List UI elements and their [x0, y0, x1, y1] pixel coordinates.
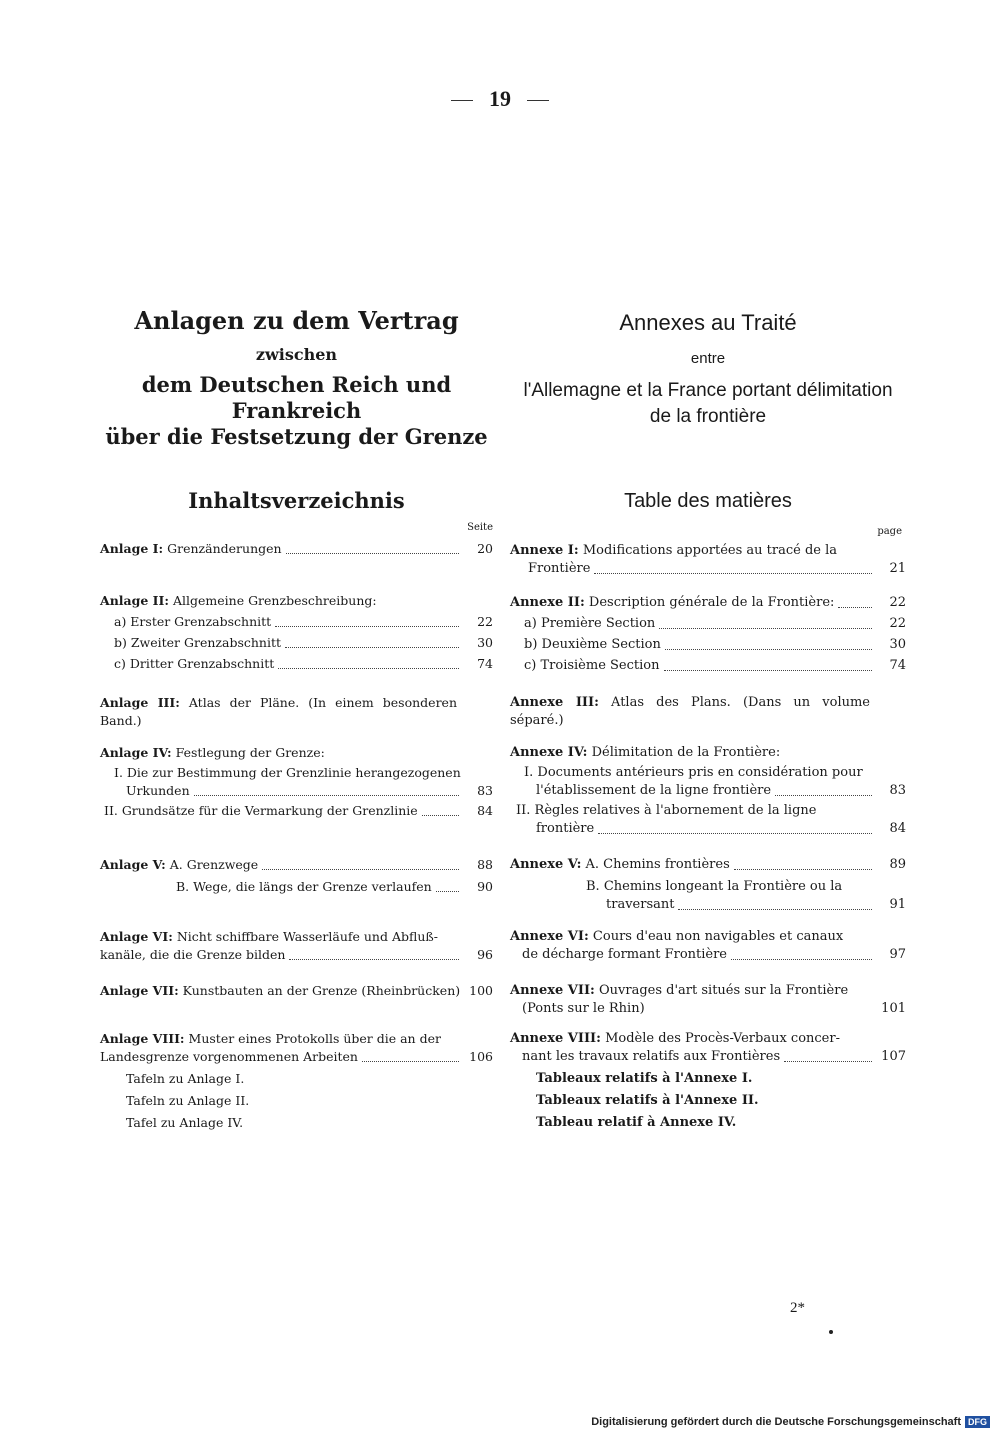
german-a6-page: 96 [477, 947, 493, 962]
french-a6-text1: Cours d'eau non navigables et canaux [592, 929, 844, 944]
german-line1: dem Deutschen Reich und Frankreich [141, 372, 452, 423]
french-title: Annexes au Traité [619, 310, 797, 335]
french-a2a-text: a) Première Section [524, 616, 656, 631]
german-a4-text: Festlegung der Grenze: [175, 745, 325, 760]
french-tableau-3: Tableau relatif à Annexe IV. [536, 1115, 737, 1130]
french-a8-text2: nant les travaux relatifs aux Frontières [522, 1049, 781, 1064]
german-tafel-2: Tafeln zu Anlage II. [126, 1093, 250, 1108]
german-a5-label: Anlage V: [100, 857, 166, 872]
french-entry-4 [510, 744, 906, 838]
page-number [0, 86, 1000, 112]
french-a2b-page: 30 [889, 637, 906, 652]
german-a4i-page: 83 [477, 783, 493, 798]
dash-left [451, 100, 473, 101]
french-a5b-text2: traversant [606, 897, 675, 912]
french-a4ii-page: 84 [889, 821, 906, 836]
german-tafel-3: Tafel zu Anlage IV. [126, 1115, 244, 1130]
french-entry-5 [510, 856, 906, 914]
french-a7-page: 101 [881, 1001, 906, 1016]
french-between: entre [690, 350, 726, 367]
french-a7-text1: Ouvrages d'art situés sur la Frontière [599, 983, 849, 998]
german-a5b-page: 90 [477, 879, 493, 894]
signature-mark: 2* [790, 1300, 805, 1316]
german-a4i-text1: I. Die zur Bestimmung der Grenzlinie herangezogenen [114, 765, 461, 780]
german-toc-title: Inhaltsverzeichnis [188, 488, 405, 513]
german-a2c-page: 74 [477, 656, 493, 671]
german-a2b-page: 30 [477, 635, 493, 650]
french-column [510, 308, 906, 430]
german-a5a-text: A. Grenzwege [169, 857, 259, 872]
german-title: Anlagen zu dem Vertrag [134, 306, 459, 335]
german-a4ii-page: 84 [477, 803, 493, 818]
german-a4ii-text: II. Grundsätze für die Vermarkung der Grenzlinie [104, 803, 418, 818]
german-toc [100, 488, 493, 1148]
german-a5a-page: 88 [477, 857, 493, 872]
french-entry-8 [510, 1030, 906, 1132]
german-a1-page: 20 [477, 541, 493, 556]
french-entry-7 [510, 982, 906, 1018]
german-a4i-text2: Urkunden [126, 783, 190, 798]
german-a2-text: Allgemeine Grenzbeschreibung: [172, 593, 377, 608]
french-a8-label: Annexe VIII: [510, 1031, 601, 1046]
german-entry-4 [100, 744, 493, 820]
german-a6-label: Anlage VI: [100, 929, 173, 944]
german-column [100, 306, 493, 450]
french-a5-label: Annexe V: [510, 857, 582, 872]
french-a7-text2: (Ponts sur le Rhin) [522, 1001, 645, 1016]
german-a7-page: 100 [469, 983, 493, 998]
ink-dot [829, 1330, 833, 1334]
german-between: zwischen [255, 345, 338, 364]
french-entry-2 [510, 594, 906, 675]
french-a5a-page: 89 [889, 857, 906, 872]
french-page-col-head: page [877, 526, 902, 537]
german-entry-6 [100, 928, 493, 964]
german-a4-label: Anlage IV: [100, 745, 172, 760]
german-entry-2 [100, 592, 493, 673]
french-a8-page: 107 [881, 1049, 906, 1064]
french-toc [510, 490, 906, 1150]
french-a2-text: Description générale de la Frontière: [588, 595, 835, 610]
french-a3-label: Annexe III: [510, 695, 599, 710]
german-entry-5 [100, 856, 493, 896]
french-a2b-text: b) Deuxième Section [524, 637, 661, 652]
german-a2b-text: b) Zweiter Grenzabschnitt [114, 635, 282, 650]
french-a2-label: Annexe II: [510, 595, 585, 610]
german-entry-1 [100, 540, 493, 558]
french-entry-1 [510, 542, 906, 578]
french-a1-label: Annexe I: [510, 543, 579, 558]
german-a1-text: Grenzänderungen [167, 541, 282, 556]
german-a5b-text: B. Wege, die längs der Grenze verlaufen [176, 879, 432, 894]
french-a4-text: Délimitation de la Frontière: [591, 745, 781, 760]
dfg-footer [591, 1416, 990, 1428]
french-a7-label: Annexe VII: [510, 983, 595, 998]
french-line1: l'Allemagne et la France portant délimitation [523, 380, 893, 401]
german-a2a-page: 22 [477, 614, 493, 629]
german-a8-text2: Landesgrenze vorgenommenen Arbeiten [100, 1049, 358, 1064]
french-tableau-2: Tableaux relatifs à l'Annexe II. [536, 1093, 759, 1108]
french-line2: de la frontière [649, 406, 767, 427]
german-tafel-1: Tafeln zu Anlage I. [126, 1071, 245, 1086]
french-a1-text2: Frontière [528, 561, 591, 576]
french-a2a-page: 22 [889, 616, 906, 631]
german-a3-text: Atlas der Pläne. (In einem besonderen Band.) [100, 695, 457, 728]
french-a6-label: Annexe VI: [510, 929, 589, 944]
german-a3-label: Anlage III: [100, 695, 180, 710]
french-a4-label: Annexe IV: [510, 745, 588, 760]
french-a6-page: 97 [889, 947, 906, 962]
french-tableau-1: Tableaux relatifs à l'Annexe I. [536, 1071, 753, 1086]
french-a2c-page: 74 [889, 658, 906, 673]
french-a5a-text: A. Chemins frontières [585, 857, 730, 872]
french-entry-3 [510, 694, 906, 730]
french-a3-text: Atlas des Plans. (Dans un volume séparé.) [510, 695, 870, 728]
french-a4i-page: 83 [889, 783, 906, 798]
page-number-text: 19 [489, 86, 511, 111]
german-a6-text2: kanäle, die die Grenze bilden [100, 947, 286, 962]
german-a2c-text: c) Dritter Grenzabschnitt [114, 656, 275, 671]
dfg-footer-text: Digitalisierung gefördert durch die Deutsche Forschungsgemeinschaft [591, 1416, 961, 1428]
german-a2a-text: a) Erster Grenzabschnitt [114, 614, 272, 629]
french-entry-6 [510, 928, 906, 964]
french-a1-page: 21 [889, 561, 906, 576]
german-a8-label: Anlage VIII: [100, 1031, 185, 1046]
german-a2-label: Anlage II: [100, 593, 169, 608]
german-page-col-head: Seite [467, 522, 493, 533]
french-a5b-page: 91 [889, 897, 906, 912]
french-a4i-text2: l'établissement de la ligne frontière [536, 783, 772, 798]
french-a4ii-text1: II. Règles relatives à l'abornement de la ligne [516, 803, 817, 818]
german-a6-text1: Nicht schiffbare Wasserläufe und Abfluß- [176, 929, 438, 944]
french-a2c-text: c) Troisième Section [524, 658, 660, 673]
german-a7-text: Kunstbauten an der Grenze (Rheinbrücken) [182, 983, 461, 998]
german-a8-text1: Muster eines Protokolls über die an der [188, 1031, 441, 1046]
german-line2: über die Festsetzung der Grenze [105, 424, 488, 449]
german-a1-label: Anlage I: [100, 541, 164, 556]
french-a4i-text1: I. Documents antérieurs pris en considération pour [524, 765, 863, 780]
french-a8-text1: Modèle des Procès-Verbaux concer- [605, 1031, 840, 1046]
german-entry-3 [100, 694, 493, 730]
german-entry-7 [100, 982, 493, 1000]
german-a8-page: 106 [469, 1049, 493, 1064]
french-a6-text2: de décharge formant Frontière [522, 947, 728, 962]
french-a2-page: 22 [889, 595, 906, 610]
french-toc-title: Table des matières [624, 490, 792, 512]
dfg-logo-icon: DFG [965, 1416, 990, 1428]
french-a5b-text1: B. Chemins longeant la Frontière ou la [586, 879, 843, 894]
dash-right [527, 100, 549, 101]
german-a7-label: Anlage VII: [100, 983, 179, 998]
french-a4ii-text2: frontière [536, 821, 595, 836]
german-entry-8 [100, 1030, 493, 1132]
french-a1-text1: Modifications apportées au tracé de la [582, 543, 838, 558]
